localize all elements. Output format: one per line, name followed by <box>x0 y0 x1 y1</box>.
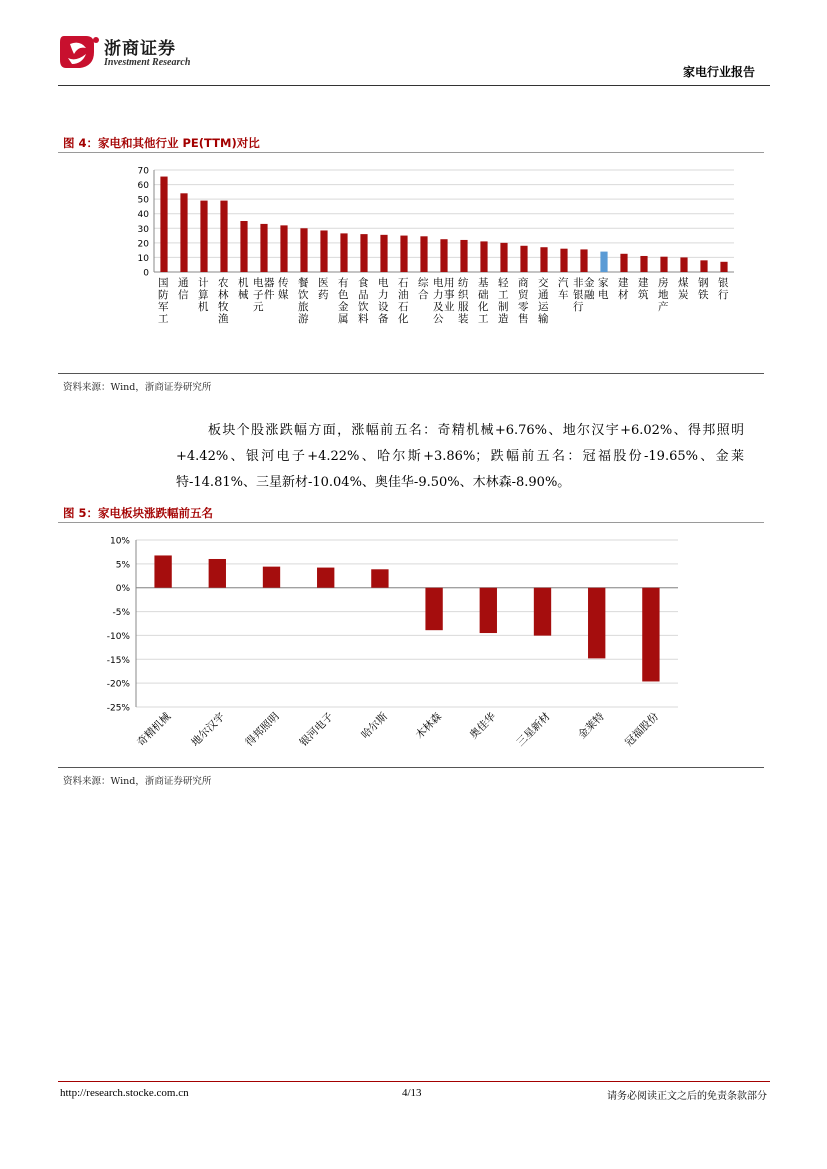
figure5-title: 图 5：家电板块涨跌幅前五名 <box>63 506 214 520</box>
x-tick-label: 得邦照明 <box>243 710 282 749</box>
x-tick-label: 冠福股份 <box>622 710 662 749</box>
bar <box>640 256 647 272</box>
bar <box>440 239 447 272</box>
x-tick-label: 汽车 <box>558 277 569 301</box>
bar <box>371 569 388 587</box>
x-tick-label: 有色金属 <box>338 277 349 325</box>
bar <box>460 240 467 272</box>
y-tick-label: 20 <box>137 239 149 250</box>
bar <box>680 257 687 272</box>
x-tick-label: 地尔汉宇 <box>189 710 228 749</box>
bar <box>360 234 367 272</box>
x-tick-label: 医药 <box>318 277 329 301</box>
x-tick-label: 电子元器件 <box>253 277 275 313</box>
x-tick-label: 机械 <box>238 277 249 301</box>
bar <box>720 262 727 272</box>
x-tick-label: 建材 <box>618 277 629 301</box>
bar <box>420 236 427 272</box>
x-tick-label: 非银行金融 <box>573 277 595 313</box>
y-tick-label: 50 <box>137 195 149 206</box>
bar <box>520 246 527 272</box>
y-tick-label: 70 <box>137 166 149 177</box>
header-divider <box>58 85 770 86</box>
bar <box>580 249 587 272</box>
y-tick-label: 60 <box>137 181 149 192</box>
bar <box>220 201 227 272</box>
x-tick-label: 农林牧渔 <box>218 277 229 325</box>
y-tick-label: -5% <box>112 608 130 619</box>
bar <box>480 588 497 633</box>
x-tick-label: 基础化工 <box>478 277 489 325</box>
brand-logo-icon <box>56 32 102 72</box>
y-tick-label: -15% <box>106 655 130 666</box>
figure5-source: 资料来源：Wind，浙商证券研究所 <box>63 776 212 787</box>
bar <box>317 568 334 588</box>
x-tick-label: 哈尔斯 <box>359 710 391 742</box>
price-change-chart <box>90 530 700 760</box>
x-tick-label: 轻工制造 <box>498 277 509 325</box>
x-tick-label: 金莱特 <box>576 710 607 742</box>
x-tick-label: 奇精机械 <box>135 710 174 749</box>
bar <box>560 249 567 272</box>
page-number: 4/13 <box>402 1087 422 1099</box>
figure4-bottom-rule <box>58 373 764 374</box>
bar <box>380 235 387 272</box>
x-tick-label: 交通运输 <box>538 277 549 325</box>
x-tick-label: 餐饮旅游 <box>298 277 309 325</box>
body-paragraph <box>176 418 744 496</box>
footer-url[interactable]: http://research.stocke.com.cn <box>60 1087 189 1099</box>
figure5-bottom-rule <box>58 767 764 768</box>
bar <box>280 225 287 272</box>
x-tick-label: 银行 <box>718 277 729 301</box>
bar <box>534 588 551 636</box>
bar <box>260 224 267 272</box>
bar <box>200 201 207 272</box>
x-tick-label: 传媒 <box>278 277 289 301</box>
x-tick-label: 商贸零售 <box>518 277 529 325</box>
x-tick-label: 食品饮料 <box>358 277 369 325</box>
figure4-source: 资料来源：Wind，浙商证券研究所 <box>63 382 212 393</box>
bar <box>425 588 442 630</box>
bar <box>500 243 507 272</box>
bar <box>700 260 707 272</box>
bar <box>600 252 607 272</box>
figure5-top-rule <box>58 522 764 523</box>
x-tick-label: 银河电子 <box>297 710 336 749</box>
bar <box>540 247 547 272</box>
bar <box>660 257 667 272</box>
x-tick-label: 房地产 <box>658 277 669 313</box>
x-tick-label: 煤炭 <box>678 277 689 301</box>
x-tick-label: 家电 <box>598 277 609 301</box>
y-tick-label: -10% <box>106 631 130 642</box>
y-tick-label: 40 <box>137 210 149 221</box>
bar <box>320 230 327 272</box>
x-tick-label: 三星新材 <box>514 710 553 749</box>
footer-disclaimer: 请务必阅读正文之后的免责条款部分 <box>607 1091 767 1102</box>
y-tick-label: 0% <box>115 584 130 595</box>
x-tick-label: 纺织服装 <box>458 277 469 325</box>
bar <box>588 588 605 659</box>
x-tick-label: 钢铁 <box>698 277 709 301</box>
brand-name: 浙商证券 <box>104 39 176 59</box>
bar <box>480 241 487 272</box>
y-tick-label: -25% <box>106 703 130 714</box>
x-tick-label: 国防军工 <box>158 277 169 325</box>
y-tick-label: -20% <box>106 679 130 690</box>
y-tick-label: 30 <box>137 224 149 235</box>
bar <box>263 567 280 588</box>
y-tick-label: 10 <box>137 253 149 264</box>
brand-tagline: Investment Research <box>104 57 191 68</box>
x-tick-label: 电力设备 <box>378 277 389 325</box>
figure4-title: 图 4：家电和其他行业 PE(TTM)对比 <box>63 136 260 150</box>
x-tick-label: 奥佳华 <box>467 710 499 742</box>
x-tick-label: 建筑 <box>638 277 649 301</box>
y-tick-label: 0 <box>143 268 149 279</box>
footer-divider <box>58 1081 770 1082</box>
bar <box>180 193 187 272</box>
y-tick-label: 5% <box>115 560 130 571</box>
bar <box>620 254 627 272</box>
report-title: 家电行业报告 <box>682 65 755 79</box>
body-paragraph-text: 板块个股涨跌幅方面，涨幅前五名：奇精机械+6.76%、地尔汉宇+6.02%、得邦照明+4.42%、银河电子+4.22%、哈尔斯+3.86%；跌幅前五名：冠福股份-19.65%、金莱特-14.81%、三星新材-10.04%、奥佳华-9.50%、木林森-8.90%。 <box>176 423 744 490</box>
x-tick-label: 综合 <box>418 277 429 301</box>
bar <box>160 177 167 272</box>
bar <box>300 228 307 272</box>
x-tick-label: 木林森 <box>413 710 445 742</box>
x-tick-label: 计算机 <box>198 277 209 313</box>
y-tick-label: 10% <box>109 536 130 547</box>
bar <box>240 221 247 272</box>
x-tick-label: 电力及公用事业 <box>433 277 455 325</box>
figure4-top-rule <box>58 152 764 153</box>
bar <box>154 555 171 587</box>
x-tick-label: 石油石化 <box>398 277 409 325</box>
pe-comparison-chart <box>130 160 740 370</box>
bar <box>340 233 347 272</box>
bar <box>209 559 226 588</box>
bar <box>400 236 407 272</box>
bar <box>642 588 659 682</box>
x-tick-label: 通信 <box>178 277 189 301</box>
